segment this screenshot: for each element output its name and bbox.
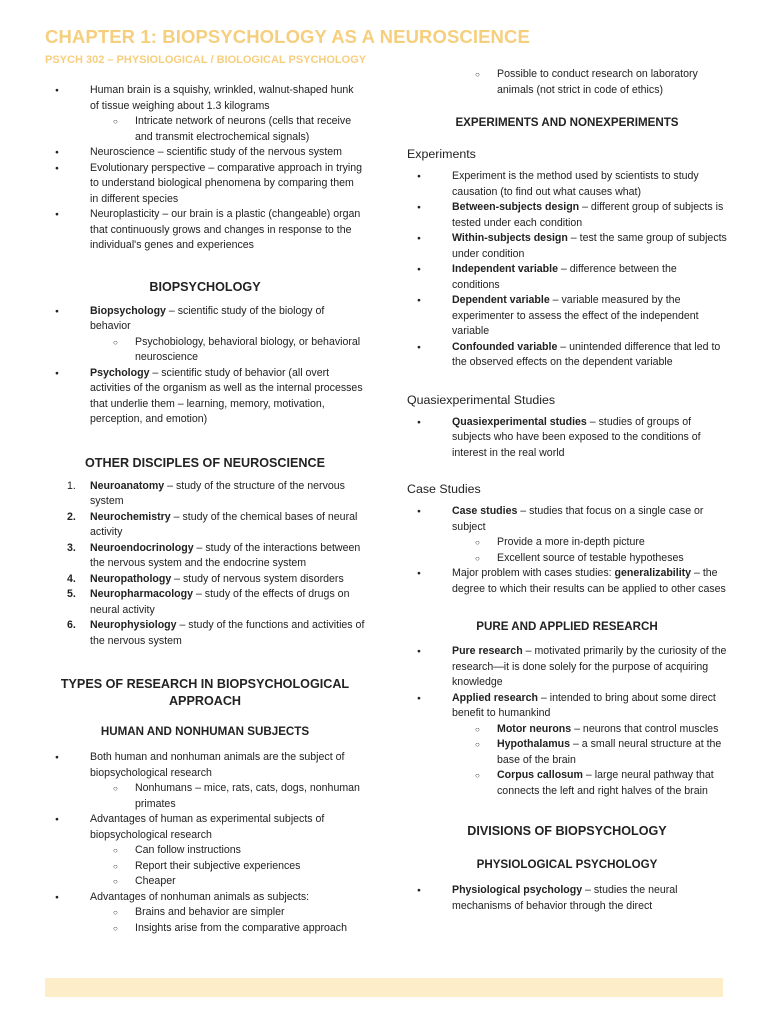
- term: Motor neurons: [497, 722, 572, 735]
- section-heading-experiments: EXPERIMENTS AND NONEXPERIMENTS: [455, 116, 679, 129]
- list-item: [407, 883, 727, 914]
- subsection-heading-subjects: HUMAN AND NONHUMAN SUBJECTS: [100, 725, 310, 738]
- term: Applied research: [452, 691, 538, 704]
- definition: – study of the interactions between the nervous system and the endocrine system: [90, 541, 361, 569]
- section-heading-pure-applied: PURE AND APPLIED RESEARCH: [476, 620, 658, 633]
- term: Neuroendocrinology: [90, 541, 194, 554]
- list-item: ● Advantages of human as experimental subjects of biopsychological research: [45, 812, 365, 843]
- definition: – test the same group of subjects under condition: [452, 232, 727, 260]
- list-item: [407, 340, 727, 371]
- definition: – study of the functions and activities of the nervous system: [90, 619, 365, 647]
- list-item: [407, 644, 727, 691]
- list-item: [407, 293, 727, 340]
- term: Within-subjects design: [452, 232, 568, 244]
- list-item: ● Neuroplasticity – our brain is a plastic (changeable) organ that continuously grows and changes in response to the individual's genes and experiences: [45, 207, 365, 254]
- list-item: ● Experiment is the method used by scientists to study causation (to find out what causes what): [407, 169, 727, 200]
- list-item: [45, 541, 365, 572]
- definition: – large neural pathway that connects the left and right halves of the brain: [497, 769, 714, 797]
- list-item: [45, 572, 365, 588]
- term: Neurochemistry: [90, 510, 171, 523]
- subsection-heading-quasi: Quasiexperimental Studies: [407, 392, 556, 407]
- list-item: [407, 200, 727, 231]
- item-number: 6.: [67, 619, 76, 631]
- definition: – study of the chemical bases of neural activity: [90, 510, 358, 538]
- definition: – studies of groups of subjects who have been exposed to the conditions of interest in the real world: [452, 415, 701, 459]
- term: generalizability: [614, 567, 692, 579]
- term: Dependent variable: [452, 294, 550, 306]
- list-item: ● Neuroscience – scientific study of the nervous system: [45, 145, 365, 161]
- sub-list-item: [407, 722, 727, 738]
- list-item: [407, 691, 727, 722]
- page-subtitle: PSYCH 302 – PHYSIOLOGICAL / BIOLOGICAL PSYCHOLOGY: [45, 54, 367, 66]
- biopsychology-list: [45, 304, 365, 428]
- item-number: 3.: [67, 541, 76, 554]
- section-heading-research-types: TYPES OF RESEARCH IN BIOPSYCHOLOGICAL APPROACH: [60, 677, 350, 708]
- list-item: [45, 618, 365, 649]
- definition: – study of the structure of the nervous system: [90, 479, 345, 507]
- definition: – difference between the conditions: [452, 263, 677, 291]
- term: Physiological psychology: [452, 884, 583, 896]
- text: Major problem with cases studies:: [452, 567, 615, 579]
- list-item: [407, 504, 727, 535]
- section-heading-divisions: DIVISIONS OF BIOPSYCHOLOGY: [467, 824, 667, 838]
- page-title: CHAPTER 1: BIOPSYCHOLOGY AS A NEUROSCIENCE: [45, 26, 530, 47]
- term: Neuropathology: [90, 572, 172, 585]
- sub-list-item: ○ Nonhumans – mice, rats, cats, dogs, nonhuman primates: [45, 781, 365, 812]
- item-number: 5.: [67, 588, 76, 600]
- term: Neurophysiology: [90, 619, 177, 631]
- sub-list-item: ○ Excellent source of testable hypotheses: [407, 551, 727, 567]
- definition: – neurons that control muscles: [571, 722, 719, 735]
- definition: – a small neural structure at the base of the brain: [497, 738, 722, 766]
- subsection-heading-experiments: Experiments: [407, 147, 476, 161]
- definition: – motivated primarily by the curiosity of the research—it is done solely for the purpose of acquiring knowledge: [452, 645, 727, 688]
- disciples-list: [45, 479, 365, 650]
- term: Independent variable: [452, 263, 558, 275]
- definition: – the degree to which their results can be applied to other cases: [452, 567, 726, 595]
- cases-list: [407, 504, 727, 597]
- term: Neuropharmacology: [90, 588, 194, 600]
- experiments-list: [407, 169, 727, 371]
- sub-list-item: ○ Insights arise from the comparative approach: [45, 921, 365, 937]
- section-heading-disciples: OTHER DISCIPLES OF NEUROSCIENCE: [84, 455, 325, 470]
- sub-list-item: ○ Report their subjective experiences: [45, 859, 365, 875]
- item-number: 2.: [67, 510, 76, 523]
- list-item: ● Evolutionary perspective – comparative approach in trying to understand biological phenomena by comparing them in different species: [45, 161, 365, 208]
- term: Between-subjects design: [452, 201, 580, 213]
- list-item: [45, 304, 365, 335]
- definition: – study of nervous system disorders: [171, 572, 344, 585]
- list-item: [407, 415, 727, 462]
- list-item: [407, 231, 727, 262]
- term: Hypothalamus: [497, 738, 570, 750]
- sub-list-item: [407, 737, 727, 768]
- list-item: ● Human brain is a squishy, wrinkled, walnut-shaped hunk of tissue weighing about 1.3 kilograms: [45, 83, 365, 114]
- section-heading-biopsychology: BIOPSYCHOLOGY: [149, 279, 261, 294]
- definition: – studies the neural mechanisms of behavior through the direct: [452, 884, 678, 912]
- term: Neuroanatomy: [90, 479, 165, 492]
- definition: – scientific study of behavior (all overt activities of the organism as well as the internal processes that underlie them – learning, memory, motivation, perception, and emotion): [90, 366, 363, 425]
- right-column: [407, 67, 727, 914]
- definition: – different group of subjects is tested under each condition: [452, 201, 724, 229]
- sub-list-item: ○ Brains and behavior are simpler: [45, 905, 365, 921]
- definition: – studies that focus on a single case or subject: [452, 505, 704, 533]
- carryover-list: [407, 67, 727, 98]
- term: Biopsychology: [90, 304, 166, 317]
- sub-list-item: ○ Intricate network of neurons (cells that receive and transmit electrochemical signals): [45, 114, 365, 145]
- intro-list: [45, 83, 365, 254]
- divisions-list: [407, 883, 727, 914]
- term: Psychology: [90, 366, 150, 379]
- definition: – variable measured by the experimenter to assess the effect of the independent variable: [452, 294, 699, 337]
- definition: – intended to bring about some direct benefit to humankind: [452, 691, 716, 719]
- definition: – unintended difference that led to the observed effects on the dependent variable: [452, 340, 721, 368]
- left-column: [45, 83, 365, 936]
- list-item: [45, 587, 365, 618]
- subsection-heading-cases: Case Studies: [407, 482, 481, 496]
- term: Confounded variable: [452, 340, 558, 353]
- item-number: 4.: [67, 572, 76, 585]
- list-item: [45, 366, 365, 428]
- list-item: [45, 510, 365, 541]
- subjects-list: [45, 750, 365, 936]
- list-item: [407, 566, 727, 597]
- term: Corpus callosum: [497, 769, 583, 781]
- sub-list-item: ○ Provide a more in-depth picture: [407, 535, 727, 551]
- term: Case studies: [452, 505, 518, 517]
- quasi-list: [407, 415, 727, 462]
- definition: – study of the effects of drugs on neural activity: [90, 588, 350, 616]
- sub-list-item: [407, 768, 727, 799]
- list-item: [45, 479, 365, 510]
- sub-list-item: ○ Psychobiology, behavioral biology, or behavioral neuroscience: [45, 335, 365, 366]
- sub-list-item: ○ Can follow instructions: [45, 843, 365, 859]
- sub-list-item: ○ Cheaper: [45, 874, 365, 890]
- term: Quasiexperimental studies: [452, 415, 587, 428]
- term: Pure research: [452, 645, 523, 657]
- list-item: ● Advantages of nonhuman animals as subjects:: [45, 890, 365, 906]
- item-number: 1.: [67, 479, 76, 492]
- list-item: ● Both human and nonhuman animals are the subject of biopsychological research: [45, 750, 365, 781]
- footer-bar: [45, 978, 723, 997]
- sub-list-item: ○ Possible to conduct research on laboratory animals (not strict in code of ethics): [407, 67, 727, 98]
- definition: – scientific study of the biology of behavior: [90, 304, 325, 332]
- pure-applied-list: [407, 644, 727, 799]
- list-item: [407, 262, 727, 293]
- subsection-heading-physiological: PHYSIOLOGICAL PSYCHOLOGY: [476, 858, 658, 871]
